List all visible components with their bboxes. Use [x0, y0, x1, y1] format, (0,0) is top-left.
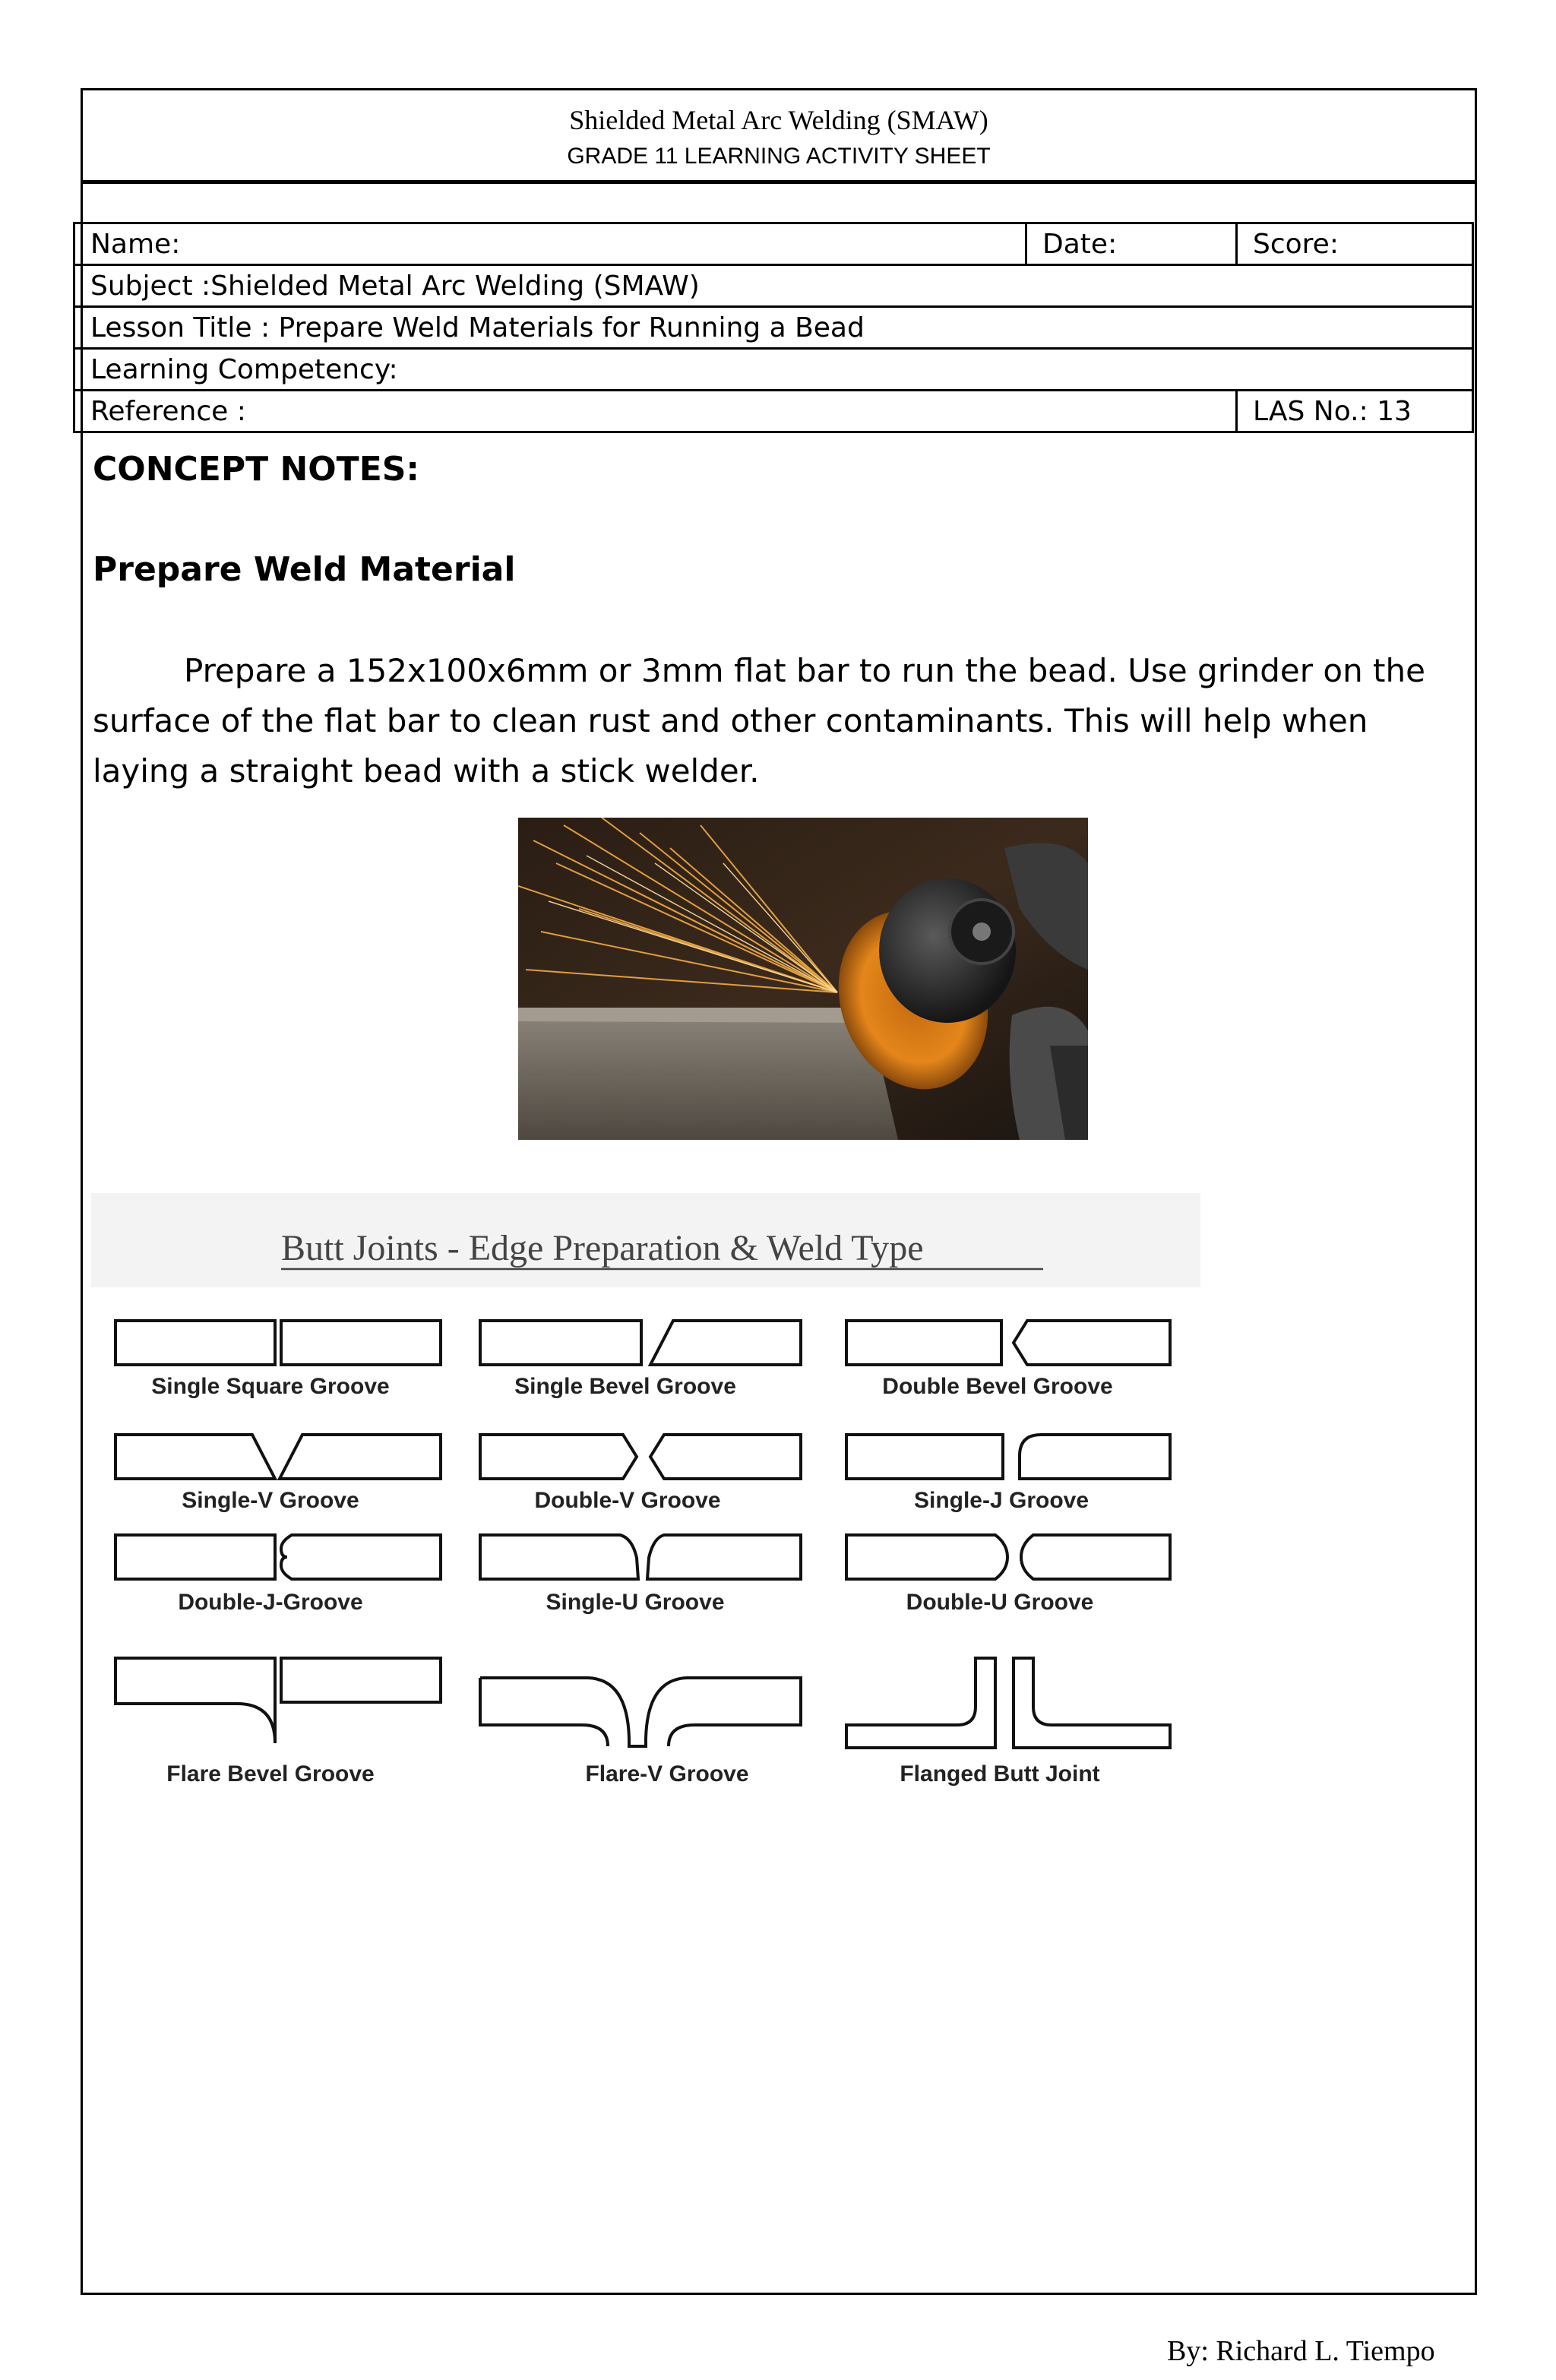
joint-label-single-bevel-groove: Single Bevel Groove — [514, 1374, 736, 1399]
subject-field: Subject :Shielded Metal Arc Welding (SMAW) — [74, 265, 1473, 307]
single-v-groove-shape — [115, 1435, 441, 1479]
flare-bevel-groove-shape — [115, 1658, 441, 1743]
joint-label-single-j-groove: Single-J Groove — [913, 1488, 1090, 1513]
concept-paragraph-text: Prepare a 152x100x6mm or 3mm flat bar to run the bead. Use grinder on the surface of the flat bar to clean rust and other contaminants. This will help when laying a straight bead with a stick welder. — [93, 652, 1425, 790]
flare-v-groove-shape — [480, 1678, 801, 1746]
diagram-title: Butt Joints - Edge Preparation & Weld Type — [281, 1228, 924, 1268]
joint-label-single-v-groove: Single-V Groove — [182, 1488, 359, 1513]
joint-label-double-v-groove: Double-V Groove — [534, 1488, 721, 1513]
double-bevel-groove-shape — [846, 1321, 1170, 1365]
info-row-name — [74, 223, 1473, 265]
concept-notes-heading: CONCEPT NOTES: — [93, 450, 420, 489]
joint-label-flare-v-groove: Flare-V Groove — [585, 1761, 749, 1787]
sheet-subtitle: GRADE 11 LEARNING ACTIVITY SHEET — [567, 144, 991, 169]
double-v-groove-shape — [480, 1435, 801, 1479]
sheet-title: Shielded Metal Arc Welding (SMAW) — [569, 105, 988, 135]
joint-label-double-bevel-groove: Double Bevel Groove — [882, 1374, 1113, 1399]
joint-label-double-u-groove: Double-U Groove — [906, 1590, 1094, 1615]
flanged-butt-joint-shape — [846, 1658, 1170, 1748]
info-row-lesson — [74, 307, 1473, 349]
las-number: LAS No.: 13 — [1237, 391, 1473, 432]
section-heading: Prepare Weld Material — [93, 550, 516, 589]
info-row-reference — [74, 391, 1473, 432]
grinder-photo — [518, 818, 1088, 1140]
reference-field[interactable]: Reference : — [74, 391, 1237, 432]
concept-paragraph — [93, 646, 1445, 796]
joint-label-single-square-groove: Single Square Groove — [151, 1374, 390, 1399]
student-info-table — [73, 222, 1474, 433]
butt-joints-diagram — [91, 1193, 1200, 1816]
single-bevel-groove-shape — [480, 1321, 801, 1365]
author-credit: By: Richard L. Tiempo — [1167, 2335, 1435, 2367]
joint-label-flanged-butt-joint: Flanged Butt Joint — [900, 1761, 1100, 1787]
date-field[interactable]: Date: — [1026, 223, 1237, 265]
learning-competency-field[interactable]: Learning Competency: — [74, 349, 1473, 391]
info-row-competency — [74, 349, 1473, 391]
single-j-groove-shape — [846, 1435, 1170, 1479]
single-square-groove-shape — [115, 1321, 441, 1365]
score-field[interactable]: Score: — [1237, 223, 1473, 265]
joint-label-flare-bevel-groove: Flare Bevel Groove — [166, 1761, 375, 1787]
joint-label-double-j-groove: Double-J-Groove — [178, 1590, 363, 1615]
name-field[interactable]: Name: — [74, 223, 1026, 265]
info-row-subject — [74, 265, 1473, 307]
lesson-title-field: Lesson Title : Prepare Weld Materials for Running a Bead — [74, 307, 1473, 349]
header-divider — [83, 180, 1475, 184]
joint-label-single-u-groove: Single-U Groove — [546, 1590, 725, 1615]
double-u-groove-shape — [846, 1535, 1170, 1579]
double-j-groove-shape — [115, 1535, 441, 1579]
single-u-groove-shape — [480, 1535, 801, 1579]
